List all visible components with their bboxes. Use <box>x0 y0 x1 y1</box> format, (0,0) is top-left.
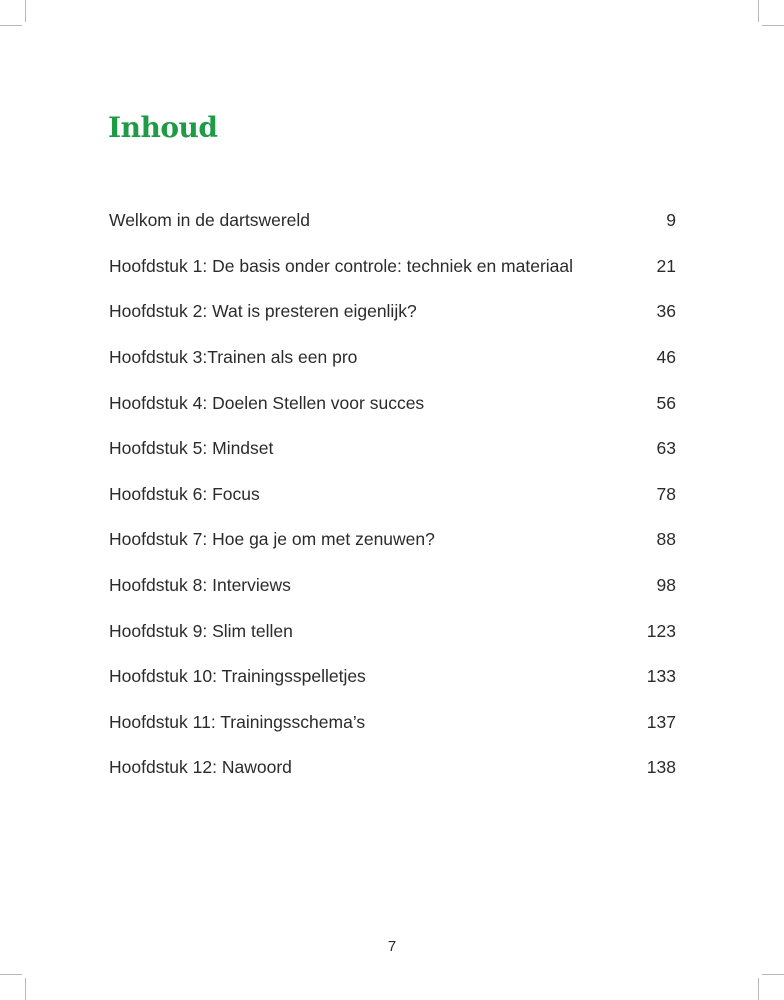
toc-entry-label: Hoofdstuk 3:Trainen als een pro <box>109 347 358 368</box>
toc-entry <box>109 380 676 426</box>
crop-mark-bottom-right <box>758 978 759 1000</box>
toc-entry <box>109 335 676 381</box>
crop-mark-bottom-left-h <box>0 974 22 975</box>
toc-entry-page: 133 <box>646 666 676 687</box>
crop-mark-top-right-h <box>762 25 784 26</box>
toc-entry-label: Hoofdstuk 10: Trainingsspelletjes <box>109 666 366 687</box>
page-title: Inhoud <box>108 111 218 144</box>
crop-mark-bottom-left <box>25 978 26 1000</box>
crop-mark-top-left-h <box>0 25 22 26</box>
toc-entry <box>109 517 676 563</box>
toc-entry <box>109 244 676 290</box>
toc-entry-label: Hoofdstuk 2: Wat is presteren eigenlijk? <box>109 301 417 322</box>
toc-entry-page: 138 <box>646 757 676 778</box>
toc-entry <box>109 563 676 609</box>
toc-entry-label: Hoofdstuk 6: Focus <box>109 483 260 504</box>
toc-entry <box>109 700 676 746</box>
toc-entry <box>109 654 676 700</box>
toc-entry-page: 88 <box>656 529 676 550</box>
toc-entry-page: 123 <box>646 620 676 641</box>
toc-entry-label: Hoofdstuk 12: Nawoord <box>109 757 292 778</box>
table-of-contents <box>109 198 676 791</box>
toc-entry-page: 78 <box>656 483 676 504</box>
toc-entry-page: 98 <box>656 575 676 596</box>
toc-entry-page: 21 <box>656 255 676 276</box>
toc-entry <box>109 608 676 654</box>
toc-entry <box>109 289 676 335</box>
crop-mark-top-left <box>25 0 26 22</box>
toc-entry <box>109 745 676 791</box>
toc-entry-label: Hoofdstuk 8: Interviews <box>109 575 291 596</box>
toc-entry-page: 56 <box>656 392 676 413</box>
toc-entry-page: 36 <box>656 301 676 322</box>
crop-mark-bottom-right-h <box>762 974 784 975</box>
toc-entry <box>109 426 676 472</box>
toc-entry-label: Hoofdstuk 9: Slim tellen <box>109 620 293 641</box>
toc-entry <box>109 198 676 244</box>
toc-entry-label: Hoofdstuk 1: De basis onder controle: techniek en materiaal <box>109 255 574 276</box>
toc-entry-page: 137 <box>646 711 676 732</box>
toc-entry <box>109 472 676 518</box>
toc-entry-label: Hoofdstuk 4: Doelen Stellen voor succes <box>109 392 425 413</box>
page-number: 7 <box>387 938 397 955</box>
toc-entry-page: 63 <box>656 438 676 459</box>
toc-entry-page: 9 <box>666 210 676 231</box>
toc-entry-label: Hoofdstuk 5: Mindset <box>109 438 274 459</box>
toc-entry-label: Hoofdstuk 11: Trainingsschema’s <box>109 711 366 732</box>
toc-entry-label: Hoofdstuk 7: Hoe ga je om met zenuwen? <box>109 529 435 550</box>
crop-mark-top-right <box>758 0 759 22</box>
toc-entry-page: 46 <box>656 347 676 368</box>
toc-entry-label: Welkom in de dartswereld <box>109 210 311 231</box>
